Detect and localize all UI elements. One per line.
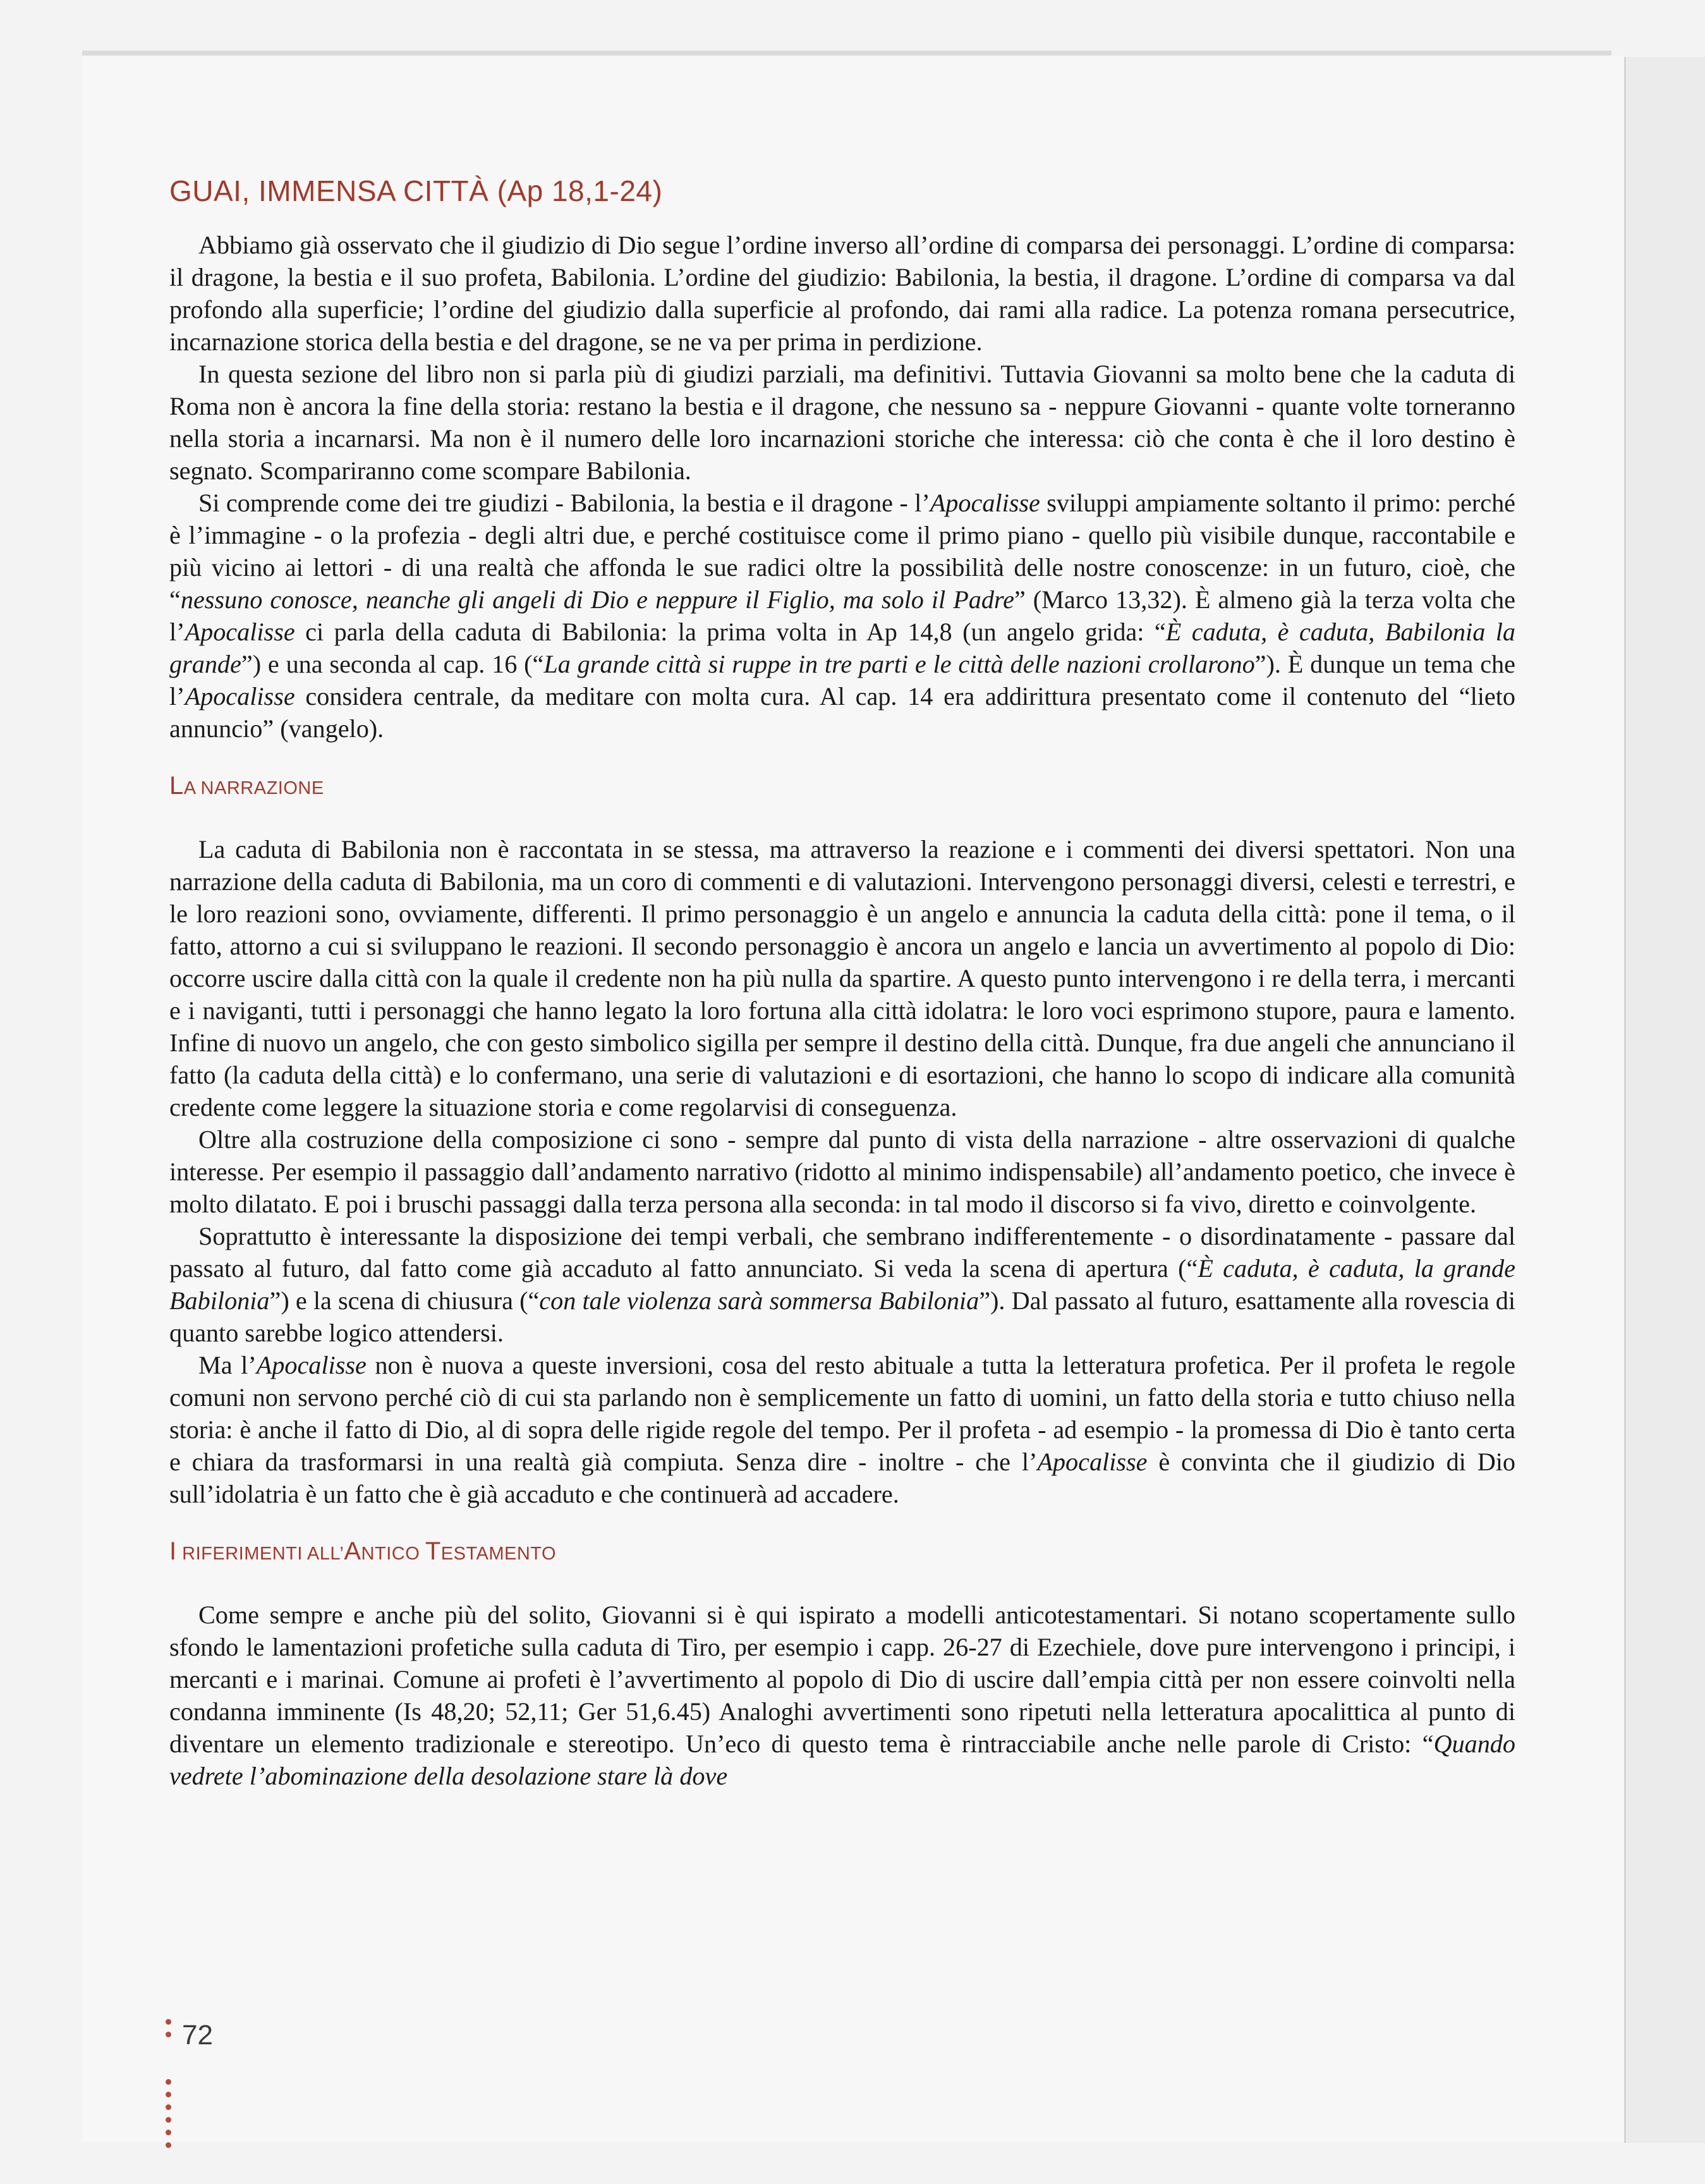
page-content [169, 171, 1515, 1792]
text-run: Si comprende come dei tre giudizi - Babilonia, la bestia e il dragone - l’ [198, 489, 930, 517]
text-run: Oltre alla costruzione della composizione ci sono - sempre dal punto di vista della narrazione - altre osservazioni di qualche interesse. Per esempio il passaggio dall’andamento narrativo (ridotto al minimo indispensabile) all’andamento poetico, che invece è molto dilatato. E poi i bruschi passaggi dalla terza persona alla seconda: in tal modo il discorso si fa vivo, diretto e coinvolgente. [169, 1125, 1515, 1218]
text-run: Ma l’ [198, 1351, 257, 1379]
text-run: considera centrale, da meditare con molta cura. Al cap. 14 era addirittura presentato come il contenuto del “lieto annuncio” (vangelo). [169, 682, 1515, 743]
italic-run: È caduta, è caduta, la grande Babilonia [169, 1254, 1515, 1315]
text-run: sviluppi ampiamente soltanto il primo: perché è l’immagine - o la profezia - degli altri due, e perché costituisce come il primo piano - quello più visibile dunque, raccontabile e più vicino ai lettori - di una realtà che affonda le sue radici oltre la possibilità delle nostre conoscenze: in un futuro, cioè, che “ [169, 489, 1516, 614]
italic-run: Quando vedrete l’abominazione della desolazione stare là dove [169, 1730, 1515, 1790]
paragraph [169, 1123, 1515, 1220]
section-title-reference: (Ap 18,1-24) [497, 174, 663, 207]
text-run: ”) e una seconda al cap. 16 (“ [241, 650, 544, 678]
italic-run: con tale violenza sarà sommersa Babilonia [539, 1286, 980, 1315]
section-title-main: GUAI, IMMENSA CITTÀ [169, 174, 489, 207]
text-run: Abbiamo già osservato che il giudizio di Dio segue l’ordine inverso all’ordine di comparsa dei personaggi. L’ordine di comparsa: il dragone, la bestia e il suo profeta, Babilonia. L’ordine del giudizio: Babilonia, la bestia, il dragone. L’ordine di comparsa va dal profondo alla superficie; l’ordine del giudizio dalla superficie al profondo, dai rami alla radice. La potenza romana persecutrice, incarnazione storica della bestia e del dragone, se ne va per prima in perdizione. [169, 231, 1515, 356]
italic-run: Apocalisse [185, 682, 295, 711]
text-run: Soprattutto è interessante la disposizione dei tempi verbali, che sembrano indifferentemente - o disordinatamente - passare dal passato al futuro, dal fatto come già accaduto al fatto annunciato. Si veda la scena di apertura (“ [169, 1222, 1515, 1283]
text-run: Come sempre e anche più del solito, Giovanni si è qui ispirato a modelli anticotestamentari. Si notano scopertamente sullo sfondo le lamentazioni profetiche sulla caduta di Tiro, per esempio i capp. 26-27 di Ezechiele, dove pure intervengono i principi, i mercanti e i marinai. Comune ai profeti è l’avvertimento al popolo di Dio di uscire dall’empia città per non essere coinvolti nella condanna imminente (Is 48,20; 52,11; Ger 51,6.45) Analoghi avvertimenti sono ripetuti nella letteratura apocalittica al punto di diventare un elemento tradizionale e stereotipo. Un’eco di questo tema è rintracciabile anche nelle parole di Cristo: “ [169, 1601, 1515, 1758]
scan-edge-right [1624, 57, 1705, 2143]
italic-run: Apocalisse [930, 489, 1040, 517]
paragraph [169, 1220, 1515, 1349]
italic-run: Apocalisse [185, 618, 295, 646]
text-run: ci parla della caduta di Babilonia: la prima volta in Ap 14,8 (un angelo grida: “ [294, 618, 1166, 646]
scan-edge-top [82, 51, 1611, 56]
italic-run: nessuno conosce, neanche gli angeli di Dio e neppure il Figlio, ma solo il Padre [180, 585, 1014, 614]
narrazione-section [169, 833, 1515, 1510]
page-number: 72 [182, 2020, 213, 2051]
section-title [169, 171, 1515, 211]
text-run: ”). Dal passato al futuro, esattamente alla rovescia di quanto sarebbe logico attendersi. [169, 1286, 1515, 1347]
italic-run: È caduta, è caduta, Babilonia la grande [169, 618, 1515, 678]
italic-run: Apocalisse [256, 1351, 367, 1379]
text-run: ”). È dunque un tema che l’ [169, 650, 1515, 711]
text-run: è convinta che il giudizio di Dio sull’idolatria è un fatto che è già accaduto e che continuerà ad accadere. [169, 1448, 1515, 1508]
text-run: In questa sezione del libro non si parla più di giudizi parziali, ma definitivi. Tuttavia Giovanni sa molto bene che la caduta di Roma non è ancora la fine della storia: restano la bestia e il dragone, che nessuno sa - neppure Giovanni - quante volte torneranno nella storia a incarnarsi. Ma non è il numero delle loro incarnazioni storiche che interessa: ciò che conta è che il loro destino è segnato. Scompariranno come scompare Babilonia. [169, 360, 1515, 485]
text-run: ” (Marco 13,32). È almeno già la terza volta che l’ [169, 585, 1515, 646]
paragraph [169, 1349, 1515, 1510]
riferimenti-section [169, 1599, 1515, 1792]
paragraph [169, 1599, 1515, 1792]
paragraph [169, 229, 1515, 358]
italic-run: Apocalisse [1037, 1448, 1148, 1476]
paragraph [169, 487, 1515, 745]
text-run: non è nuova a queste inversioni, cosa del resto abituale a tutta la letteratura profetica. Per il profeta le regole comuni non servono perché ciò di cui sta parlando non è semplicemente un fatto di uomini, un fatto della storia e tutto chiuso nella storia: è anche il fatto di Dio, al di sopra delle rigide regole del tempo. Per il profeta - ad esempio - la promessa di Dio è tanto certa e chiara da trasformarsi in una realtà già compiuta. Senza dire - inoltre - che l’ [169, 1351, 1515, 1476]
intro-section [169, 229, 1515, 745]
paragraph [169, 833, 1515, 1123]
paragraph [169, 358, 1515, 487]
heading-riferimenti-antico-testamento: I RIFERIMENTI ALL’ANTICO TESTAMENTO [169, 1537, 557, 1565]
text-run: La caduta di Babilonia non è raccontata in se stessa, ma attraverso la reazione e i commenti dei diversi spettatori. Non una narrazione della caduta di Babilonia, ma un coro di commenti e di valutazioni. Intervengono personaggi diversi, celesti e terrestri, e le loro reazioni sono, ovviamente, differenti. Il primo personaggio è un angelo e annuncia la caduta della città: pone il tema, o il fatto, attorno a cui si sviluppano le reazioni. Il secondo personaggio è ancora un angelo e lancia un avvertimento al popolo di Dio: occorre uscire dalla città con la quale il credente non ha più nulla da spartire. A questo punto intervengono i re della terra, i mercanti e i naviganti, tutti i personaggi che hanno legato la loro fortuna alla città idolatra: le loro voci esprimono stupore, paura e lamento. Infine di nuovo un angelo, che con gesto simbolico sigilla per sempre il destino della città. Dunque, fra due angeli che annunciano il fatto (la caduta della città) e lo confermano, una serie di valutazioni e di esortazioni, che hanno lo scopo di indicare alla comunità credente come leggere la situazione storia e come regolarvisi di conseguenza. [169, 835, 1515, 1121]
italic-run: La grande città si ruppe in tre parti e le città delle nazioni crollarono [543, 650, 1255, 678]
folio-dots [166, 2019, 173, 2155]
text-run: ”) e la scena di chiusura (“ [269, 1286, 540, 1315]
heading-la-narrazione: LA NARRAZIONE [169, 772, 324, 800]
